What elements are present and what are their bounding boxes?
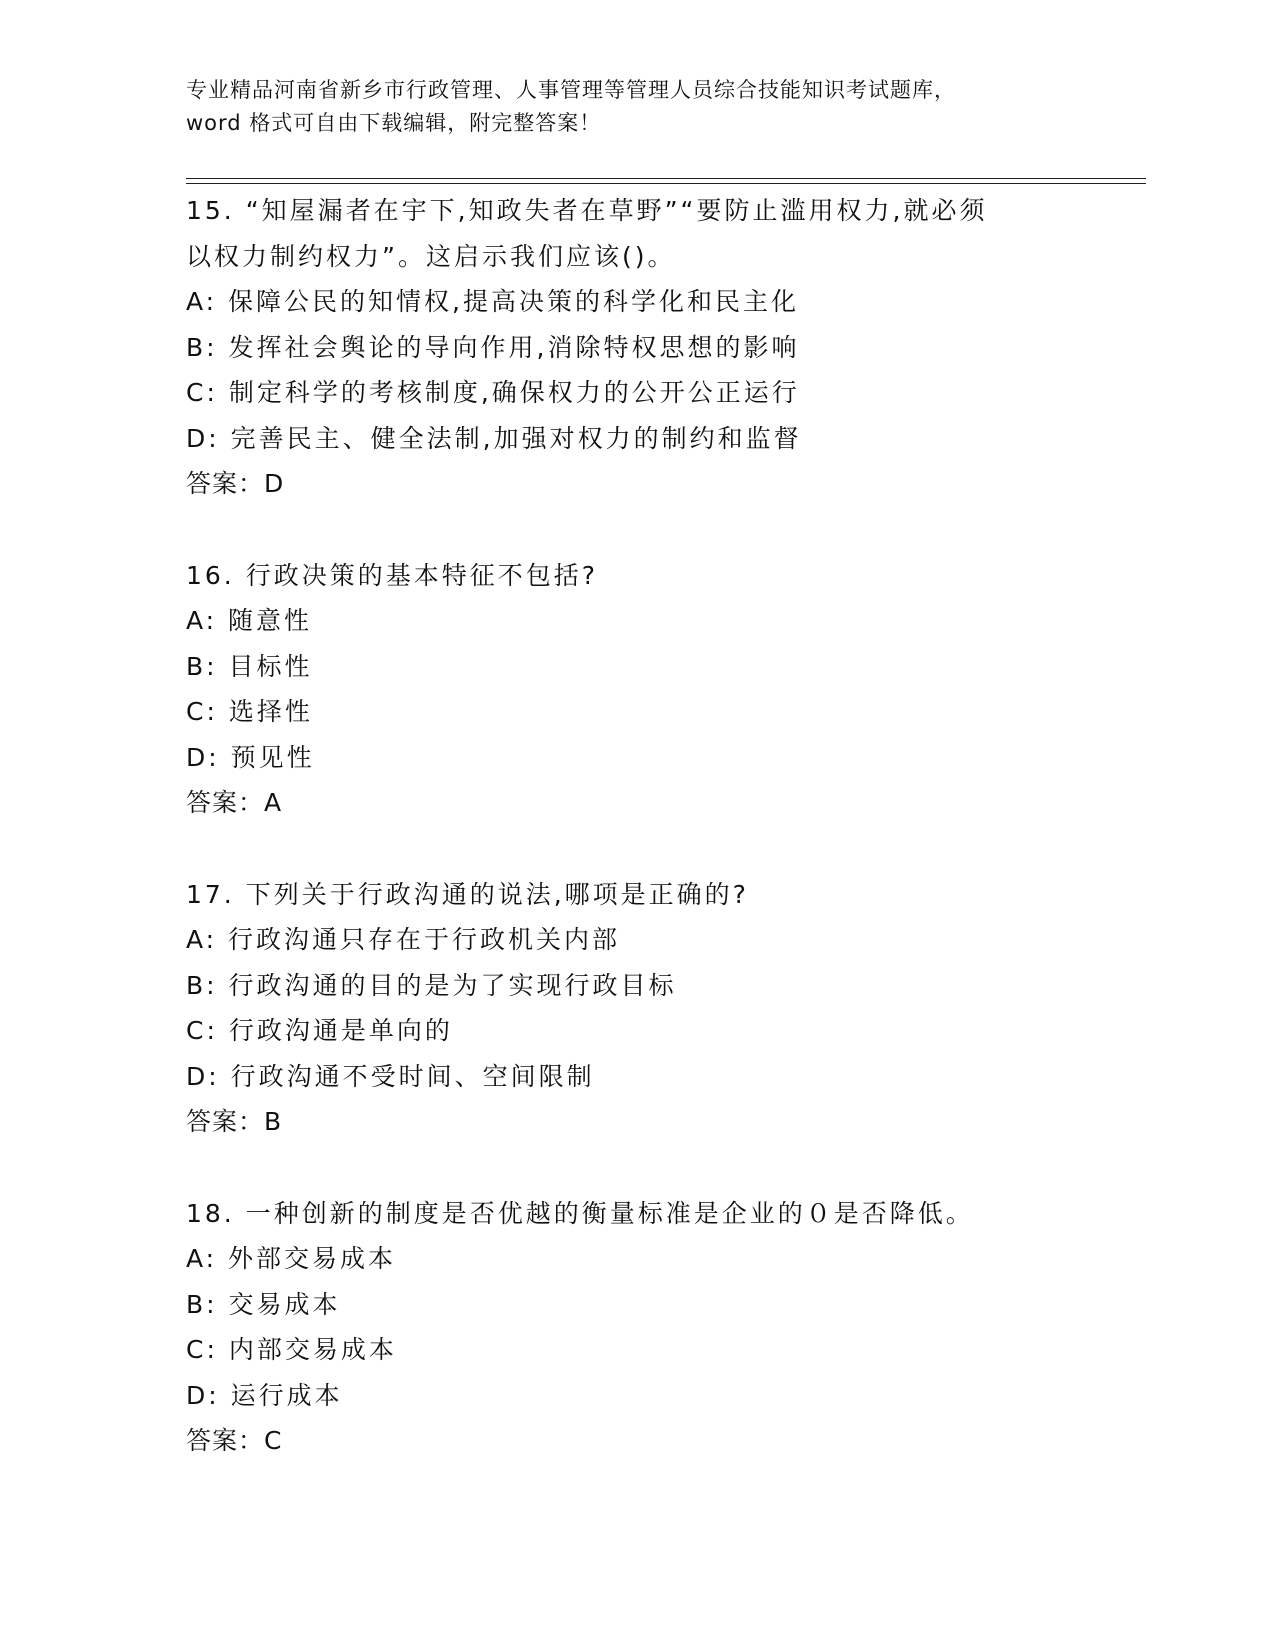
document-header — [186, 74, 1086, 140]
option-a: A: 随意性 — [186, 606, 313, 635]
option-b: B: 行政沟通的目的是为了实现行政目标 — [186, 970, 677, 1000]
question-stem-line: 15. “知屋漏者在宇下,知政失者在草野”“要防止滥用权力,就必须 — [186, 196, 988, 225]
question-stem-line: 以权力制约权力”。这启示我们应该()。 — [186, 241, 676, 271]
option-d: D: 行政沟通不受时间、空间限制 — [186, 1061, 595, 1091]
answer-label: 答案：B — [186, 1107, 283, 1136]
option-c: C: 选择性 — [186, 697, 313, 726]
option-a: A: 保障公民的知情权,提高决策的科学化和民主化 — [186, 287, 799, 316]
option-c: C: 制定科学的考核制度,确保权力的公开公正运行 — [186, 378, 800, 407]
question-stem-line: 18. 一种创新的制度是否优越的衡量标准是企业的０是否降低。 — [186, 1198, 974, 1228]
option-b: B: 发挥社会舆论的导向作用,消除特权思想的影响 — [186, 332, 800, 362]
option-d: D: 运行成本 — [186, 1380, 343, 1410]
header-line-1: 专业精品河南省新乡市行政管理、人事管理等管理人员综合技能知识考试题库， — [186, 78, 956, 102]
header-divider-top — [186, 178, 1146, 179]
header-divider-bottom — [186, 183, 1146, 184]
option-c: C: 内部交易成本 — [186, 1335, 397, 1364]
option-a: A: 行政沟通只存在于行政机关内部 — [186, 925, 621, 954]
question-list — [186, 188, 1146, 1510]
answer-label: 答案：C — [186, 1426, 283, 1455]
question-18 — [186, 1191, 1146, 1464]
answer-label: 答案：D — [186, 469, 285, 498]
question-17 — [186, 872, 1146, 1145]
option-b: B: 交易成本 — [186, 1289, 341, 1319]
option-a: A: 外部交易成本 — [186, 1244, 397, 1273]
question-stem-line: 16. 行政决策的基本特征不包括? — [186, 560, 598, 590]
option-b: B: 目标性 — [186, 651, 313, 681]
question-15 — [186, 188, 1146, 507]
option-d: D: 完善民主、健全法制,加强对权力的制约和监督 — [186, 423, 802, 453]
question-16 — [186, 553, 1146, 826]
option-c: C: 行政沟通是单向的 — [186, 1016, 453, 1045]
question-stem-line: 17. 下列关于行政沟通的说法,哪项是正确的? — [186, 879, 749, 909]
header-line-2: word 格式可自由下载编辑，附完整答案！ — [186, 111, 602, 135]
option-d: D: 预见性 — [186, 742, 315, 772]
answer-label: 答案：A — [186, 788, 283, 817]
